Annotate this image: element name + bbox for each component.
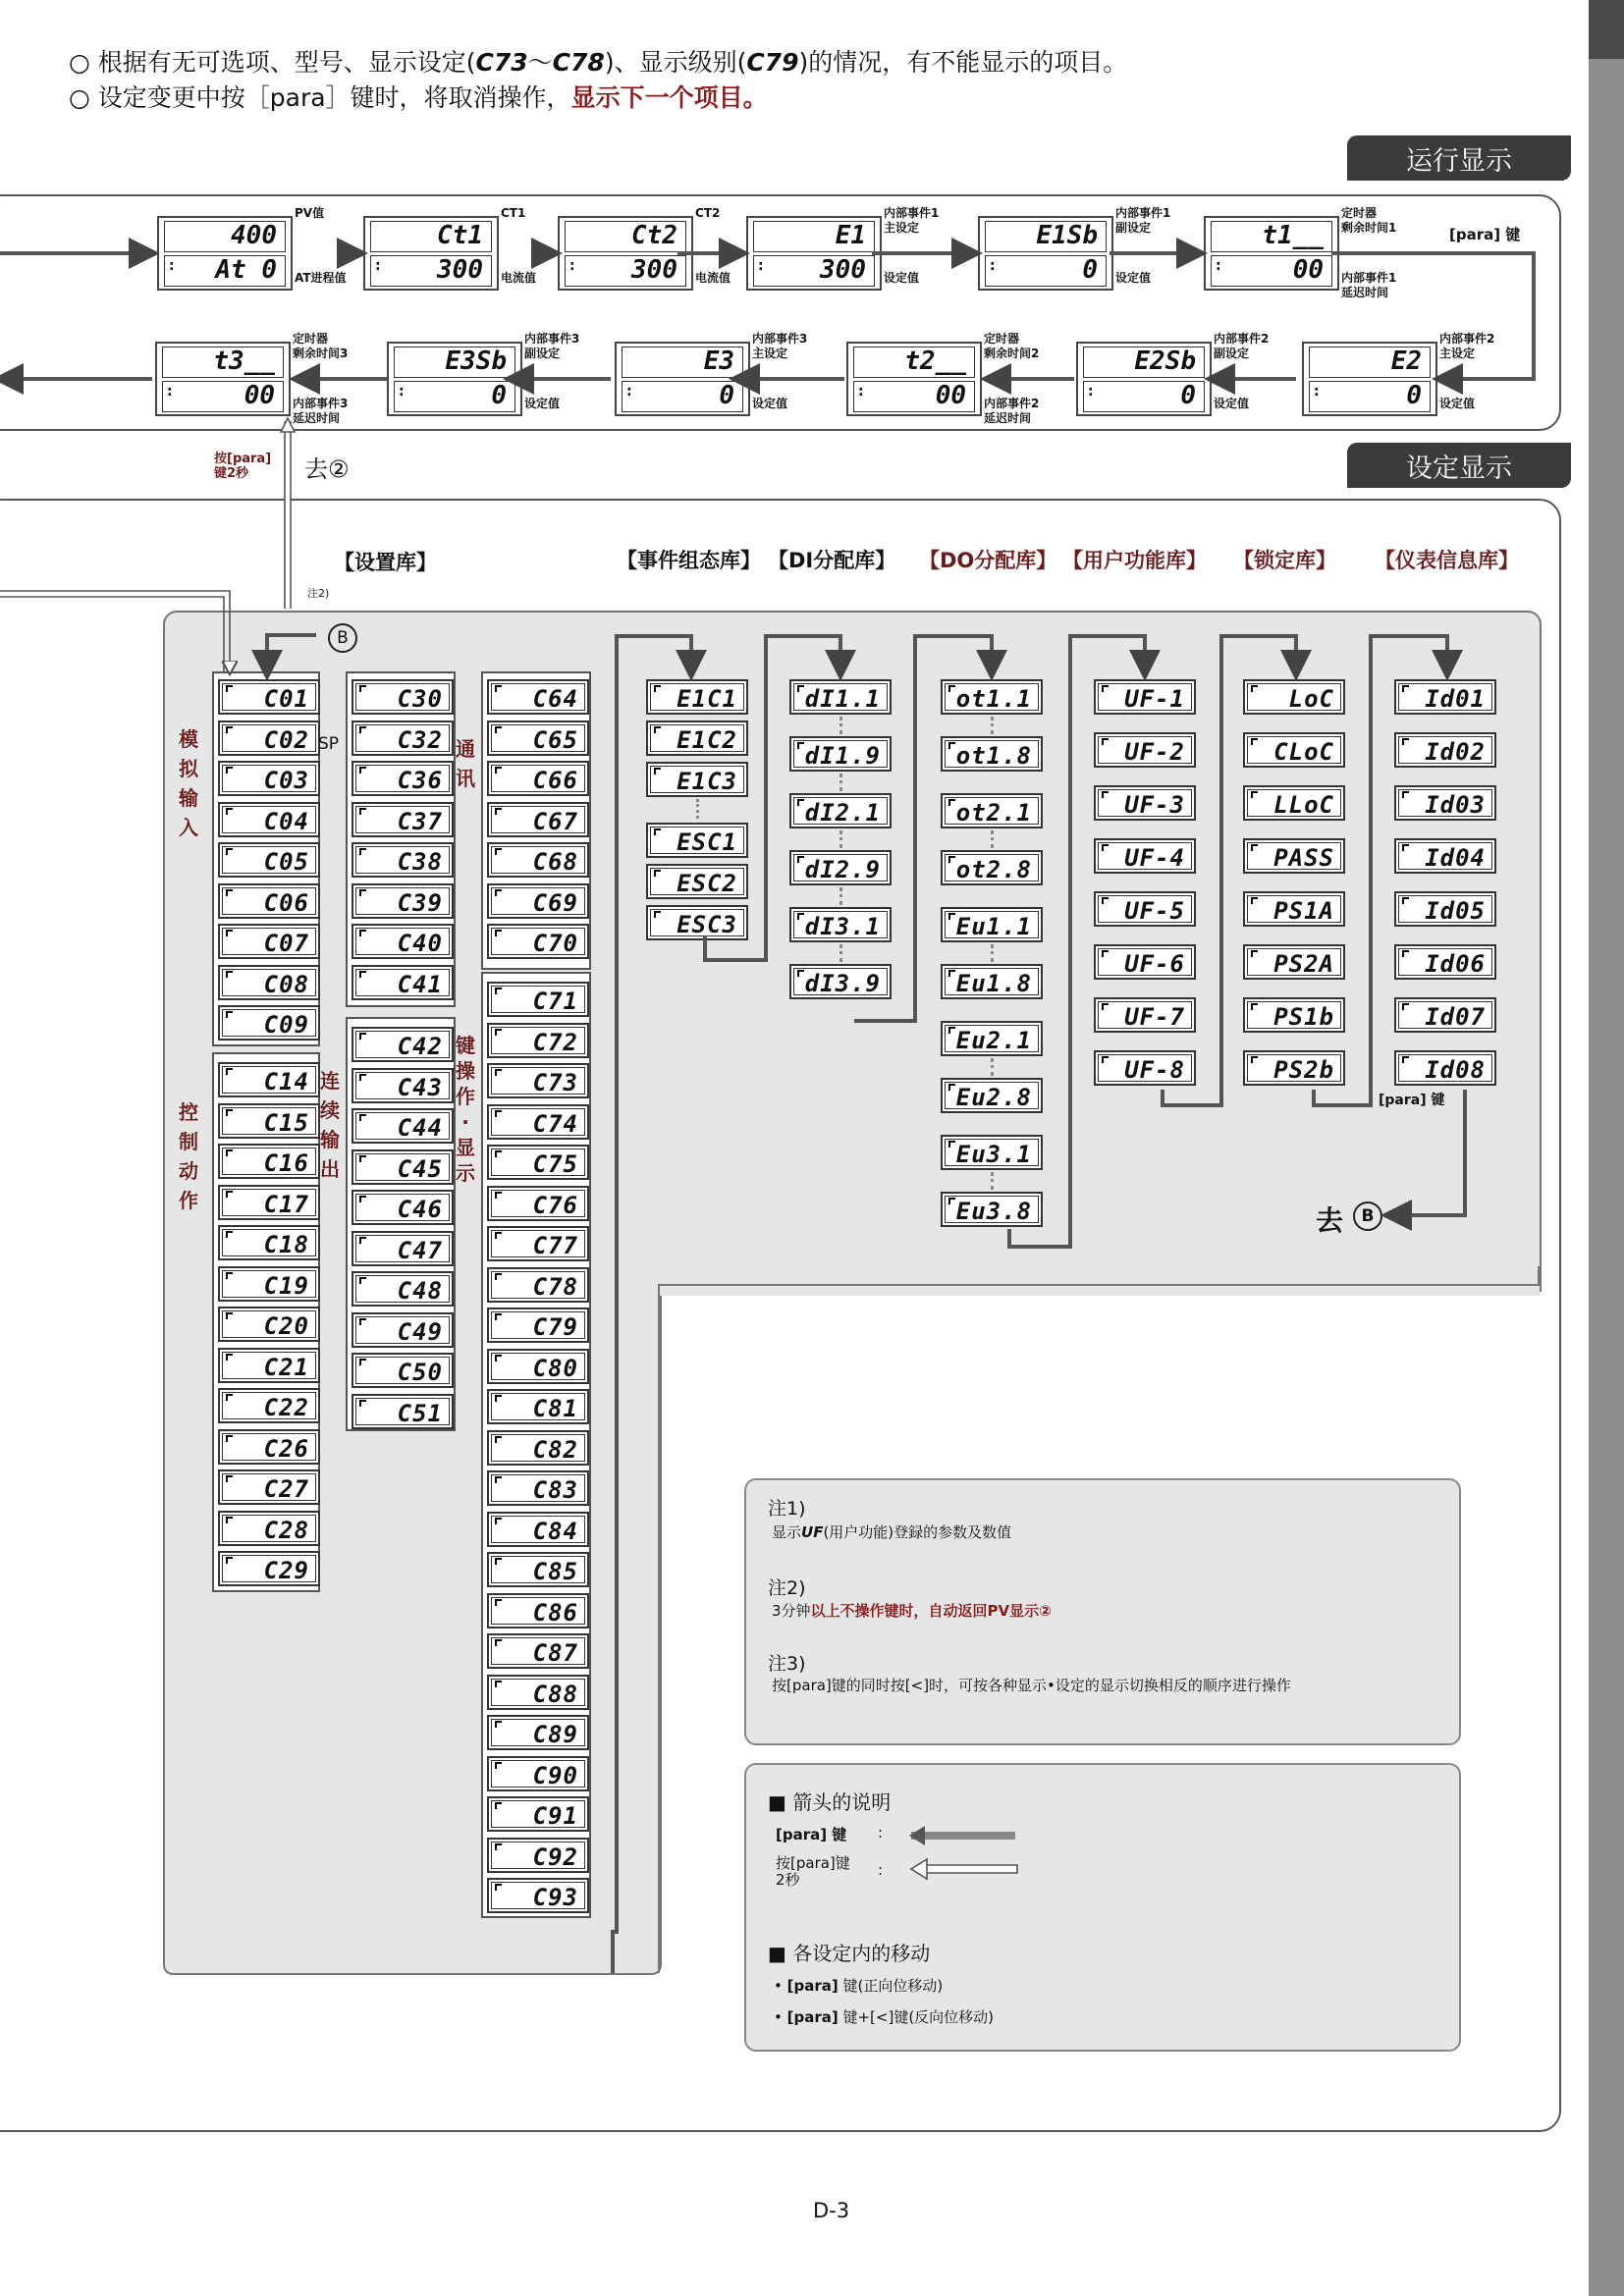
lcd-code: C44 <box>397 1114 443 1142</box>
lcd-code: C42 <box>397 1033 443 1060</box>
note3-text: 按[para]键的同时按[<]时，可按各种显示•设定的显示切换相反的顺序进行操作 <box>772 1677 1291 1694</box>
device-top-label: CT1 <box>501 206 526 220</box>
lcd-code: C29 <box>263 1557 309 1584</box>
device-top-label: CT2 <box>695 206 721 220</box>
legend-move-title: ■ 各设定内的移动 <box>768 1942 931 1965</box>
lcd-code: C86 <box>532 1598 578 1627</box>
legend-colon-2: : <box>878 1861 884 1879</box>
lcd-code: UF-8 <box>1124 1056 1185 1084</box>
lcd-code: C82 <box>532 1435 578 1464</box>
lcd-code: C65 <box>532 725 578 754</box>
lcd-code: C88 <box>532 1680 578 1708</box>
lcd-code: C68 <box>532 848 578 876</box>
lcd-code: C78 <box>532 1272 578 1301</box>
device-colon-icon: : <box>758 258 764 274</box>
note1-text: 显示UF(用户功能)登録的参数及数值 <box>772 1523 1012 1541</box>
group-cont-output: 连续输出 <box>320 1069 340 1181</box>
lcd-code: C01 <box>263 685 309 713</box>
device-bottom-value: 00 <box>935 381 966 410</box>
lcd-code: C77 <box>532 1232 578 1259</box>
lcd-code: C75 <box>532 1150 578 1178</box>
device-top-label: 内部事件2 主设定 <box>1439 332 1495 360</box>
lcd-code: C69 <box>532 888 578 917</box>
intro-line-1: ○ 根据有无可选项、型号、显示设定(C73～C78)、显示级别(C79)的情况，有不能显示的项目。 <box>69 48 1128 77</box>
device-top-value: t2__ <box>904 347 966 376</box>
b-marker: B <box>328 623 357 653</box>
device-bottom-value: 00 <box>1292 255 1324 285</box>
lcd-code: ot1.8 <box>955 742 1032 770</box>
device-colon-icon: : <box>167 384 173 400</box>
lcd-code: ot2.1 <box>955 799 1032 827</box>
device-top-value: 400 <box>231 221 277 250</box>
lib-event: 【事件组态库】 <box>617 549 761 572</box>
lcd-code: C72 <box>532 1028 578 1056</box>
intro-line-2: ○ 设定变更中按［para］键时，将取消操作，显示下一个项目。 <box>69 83 768 112</box>
lcd-code: C38 <box>397 848 443 876</box>
lcd-code: C32 <box>397 725 443 754</box>
lcd-code: C08 <box>263 970 309 998</box>
group-control: 控制动作 <box>179 1100 198 1212</box>
lcd-code: C90 <box>532 1761 578 1789</box>
lcd-code: C50 <box>397 1359 443 1386</box>
lcd-code: dI3.1 <box>804 913 881 940</box>
lcd-code: C09 <box>263 1011 309 1039</box>
lcd-code: C37 <box>397 807 443 835</box>
device-colon-icon: : <box>569 258 575 274</box>
lcd-code: dI1.9 <box>804 742 881 770</box>
lcd-code: Id04 <box>1425 844 1486 872</box>
device-bottom-label: 内部事件3 延迟时间 <box>293 397 349 425</box>
device-bottom-label: 内部事件1 延迟时间 <box>1341 271 1397 299</box>
lcd-code: Id07 <box>1425 1003 1486 1031</box>
lcd-code: E1C1 <box>677 685 737 713</box>
press-para-2s-label: 按[para] 键2秒 <box>214 452 272 481</box>
lcd-code: C17 <box>263 1190 309 1218</box>
lcd-code: C79 <box>532 1313 578 1341</box>
device-bottom-value: 300 <box>820 255 866 285</box>
lcd-code: C28 <box>263 1516 309 1544</box>
lcd-code: C70 <box>532 930 578 957</box>
lcd-code: ESC1 <box>677 828 737 856</box>
device-bottom-value: 300 <box>437 255 483 285</box>
lcd-code: Eu3.1 <box>955 1141 1032 1168</box>
legend-move1: • [para] 键(正向位移动) <box>774 1977 944 1995</box>
device-top-value: t1__ <box>1262 221 1324 250</box>
device-colon-icon: : <box>375 258 381 274</box>
lcd-code: C39 <box>397 888 443 917</box>
group-key-disp: 键操作·显示 <box>456 1034 475 1185</box>
lcd-code: C04 <box>263 807 309 835</box>
lcd-code: C14 <box>263 1068 309 1095</box>
lcd-code: Id05 <box>1425 897 1486 925</box>
note2-ref: 注2) <box>307 587 330 600</box>
lcd-code: C92 <box>532 1842 578 1871</box>
device-top-label: 定时器 剩余时间2 <box>984 332 1040 360</box>
device-bottom-value: 0 <box>1180 381 1196 410</box>
device-colon-icon: : <box>858 384 864 400</box>
lcd-code: C16 <box>263 1149 309 1177</box>
lcd-code: ESC2 <box>677 870 737 897</box>
device-bottom-label: 设定值 <box>1214 397 1250 410</box>
lib-user: 【用户功能库】 <box>1062 549 1207 572</box>
lcd-code: UF-5 <box>1124 897 1185 925</box>
lib-do: 【DO分配库】 <box>919 549 1057 572</box>
run-para-key-label: [para] 键 <box>1449 226 1521 243</box>
legend-move2: • [para] 键+[<]键(反向位移动) <box>774 2008 995 2026</box>
group-analog-input: 模拟输入 <box>179 727 198 839</box>
lcd-code: C47 <box>397 1236 443 1264</box>
lcd-code: Eu1.1 <box>955 913 1032 940</box>
lcd-code: LoC <box>1288 685 1334 713</box>
lcd-code: C19 <box>263 1271 309 1300</box>
lcd-code: Eu2.1 <box>955 1027 1032 1054</box>
lcd-code: CLoC <box>1273 738 1334 766</box>
lcd-code: dI3.9 <box>804 970 881 997</box>
note2-title: 注2) <box>768 1577 806 1599</box>
device-top-label: 内部事件3 主设定 <box>752 332 808 360</box>
device-top-value: E2Sb <box>1134 347 1196 376</box>
lcd-code: Id02 <box>1425 738 1486 766</box>
legend-title: ■ 箭头的说明 <box>768 1790 892 1814</box>
goto-b-label: 去 <box>1316 1204 1344 1237</box>
device-top-label: 定时器 剩余时间3 <box>293 332 349 360</box>
lcd-code: C27 <box>263 1475 309 1503</box>
lcd-code: C18 <box>263 1231 309 1258</box>
lcd-code: C67 <box>532 807 578 835</box>
lcd-code: dI2.9 <box>804 856 881 883</box>
lcd-code: C21 <box>263 1353 309 1381</box>
lcd-code: C26 <box>263 1434 309 1463</box>
lib-di: 【DI分配库】 <box>768 549 896 572</box>
lcd-code: C40 <box>397 930 443 957</box>
lcd-code: UF-4 <box>1124 844 1185 872</box>
device-bottom-value: 300 <box>631 255 677 285</box>
group-comm: 通讯 <box>456 737 475 790</box>
device-top-label: 内部事件1 主设定 <box>884 206 940 235</box>
group-sp: SP <box>318 734 340 754</box>
legend-colon-1: : <box>878 1824 884 1842</box>
lcd-code: Eu1.8 <box>955 970 1032 997</box>
device-top-value: t3__ <box>213 347 275 376</box>
device-top-value: E1Sb <box>1036 221 1098 250</box>
goto-2-label: 去② <box>304 455 350 483</box>
lcd-code: Id08 <box>1425 1056 1486 1084</box>
lcd-code: E1C3 <box>677 768 737 795</box>
lcd-code: PS1A <box>1273 897 1334 925</box>
note2-text: 3分钟以上不操作键时，自动返回PV显示② <box>772 1602 1052 1620</box>
lcd-code: Id06 <box>1425 950 1486 978</box>
lcd-code: C22 <box>263 1394 309 1421</box>
lcd-code: Eu2.8 <box>955 1084 1032 1111</box>
device-bottom-label: 设定值 <box>1115 271 1152 285</box>
lcd-code: C64 <box>532 685 578 713</box>
device-colon-icon: : <box>1216 258 1221 274</box>
device-top-label: 内部事件1 副设定 <box>1115 206 1171 235</box>
lcd-code: C73 <box>532 1069 578 1096</box>
device-top-label: 内部事件3 副设定 <box>524 332 580 360</box>
lcd-code: C51 <box>397 1399 443 1427</box>
lcd-code: PS1b <box>1273 1003 1334 1031</box>
device-colon-icon: : <box>169 258 175 274</box>
note1-title: 注1) <box>768 1498 806 1520</box>
device-bottom-label: 电流值 <box>695 271 731 285</box>
device-bottom-label: AT进程值 <box>295 271 347 285</box>
lcd-code: Id03 <box>1425 791 1486 819</box>
lcd-code: C43 <box>397 1073 443 1101</box>
lcd-code: C05 <box>263 848 309 876</box>
lcd-code: UF-1 <box>1124 685 1185 713</box>
legend-key1: [para] 键 <box>776 1826 847 1843</box>
device-colon-icon: : <box>1088 384 1094 400</box>
run-display-banner: 运行显示 <box>1347 135 1571 181</box>
goto-b-marker: B <box>1353 1201 1382 1231</box>
lcd-code: C36 <box>397 767 443 794</box>
device-bottom-value: 0 <box>719 381 734 410</box>
lib-info: 【仪表信息库】 <box>1375 549 1519 572</box>
lcd-code: PS2b <box>1273 1056 1334 1084</box>
lcd-code: Id01 <box>1425 685 1486 713</box>
device-colon-icon: : <box>1314 384 1320 400</box>
set-display-banner: 设定显示 <box>1347 443 1571 488</box>
lcd-code: C80 <box>532 1354 578 1382</box>
page-number: D-3 <box>813 2199 850 2222</box>
lcd-code: C84 <box>532 1517 578 1545</box>
device-top-value: E3 <box>703 347 734 376</box>
device-top-value: E3Sb <box>445 347 507 376</box>
lcd-code: C48 <box>397 1277 443 1305</box>
device-top-label: PV值 <box>295 206 325 220</box>
lcd-code: C81 <box>532 1395 578 1422</box>
lcd-code: C46 <box>397 1196 443 1223</box>
lcd-code: PS2A <box>1273 950 1334 978</box>
set-para-key-label: [para] 键 <box>1379 1093 1445 1108</box>
device-bottom-label: 电流值 <box>501 271 537 285</box>
lcd-code: C76 <box>532 1191 578 1219</box>
lcd-code: dI1.1 <box>804 685 881 713</box>
lcd-code: UF-3 <box>1124 791 1185 819</box>
lcd-code: C45 <box>397 1154 443 1183</box>
lcd-code: PASS <box>1273 844 1334 872</box>
device-top-value: Ct1 <box>437 221 483 250</box>
lcd-code: C03 <box>263 767 309 794</box>
lcd-code: Eu3.8 <box>955 1198 1032 1225</box>
lcd-code: C83 <box>532 1476 578 1504</box>
device-top-value: E2 <box>1390 347 1422 376</box>
lib-lock: 【锁定库】 <box>1233 549 1336 572</box>
lcd-code: C49 <box>397 1317 443 1346</box>
lcd-code: C87 <box>532 1639 578 1667</box>
legend-key2: 按[para]键 2秒 <box>776 1854 850 1889</box>
lcd-code: UF-7 <box>1124 1003 1185 1031</box>
lcd-code: ot2.8 <box>955 856 1032 883</box>
device-colon-icon: : <box>626 384 632 400</box>
device-top-value: E1 <box>835 221 866 250</box>
lcd-code: dI2.1 <box>804 799 881 827</box>
device-bottom-label: 设定值 <box>752 397 788 410</box>
device-bottom-value: 0 <box>1406 381 1422 410</box>
device-top-value: Ct2 <box>631 221 677 250</box>
lcd-code: C71 <box>532 988 578 1015</box>
lcd-code: C41 <box>397 970 443 998</box>
lcd-code: UF-6 <box>1124 950 1185 978</box>
device-top-label: 内部事件2 副设定 <box>1214 332 1270 360</box>
lcd-code: C93 <box>532 1884 578 1911</box>
lcd-code: C89 <box>532 1721 578 1748</box>
device-top-label: 定时器 剩余时间1 <box>1341 206 1397 235</box>
device-bottom-label: 设定值 <box>884 271 920 285</box>
lcd-code: LLoC <box>1273 791 1334 819</box>
lcd-code: E1C2 <box>677 726 737 754</box>
lcd-code: C85 <box>532 1558 578 1585</box>
device-bottom-label: 内部事件2 延迟时间 <box>984 397 1040 425</box>
note3-title: 注3) <box>768 1653 806 1675</box>
lcd-code: ESC3 <box>677 911 737 938</box>
lcd-code: ot1.1 <box>955 685 1032 713</box>
device-bottom-value: At 0 <box>215 255 277 285</box>
device-bottom-value: 0 <box>1082 255 1098 285</box>
lcd-code: C30 <box>397 685 443 713</box>
lcd-code: C74 <box>532 1109 578 1138</box>
lcd-code: UF-2 <box>1124 738 1185 766</box>
lcd-code: C20 <box>263 1312 309 1340</box>
lcd-code: C91 <box>532 1802 578 1830</box>
device-colon-icon: : <box>990 258 996 274</box>
device-colon-icon: : <box>399 384 405 400</box>
lcd-code: C07 <box>263 930 309 957</box>
lcd-code: C02 <box>263 725 309 754</box>
device-bottom-value: 0 <box>491 381 507 410</box>
lib-setup: 【设置库】 <box>334 551 437 574</box>
lcd-code: C06 <box>263 888 309 917</box>
device-bottom-label: 设定值 <box>524 397 561 410</box>
device-bottom-value: 00 <box>244 381 275 410</box>
lcd-code: C66 <box>532 767 578 794</box>
device-bottom-label: 设定值 <box>1439 397 1476 410</box>
lcd-code: C15 <box>263 1108 309 1137</box>
